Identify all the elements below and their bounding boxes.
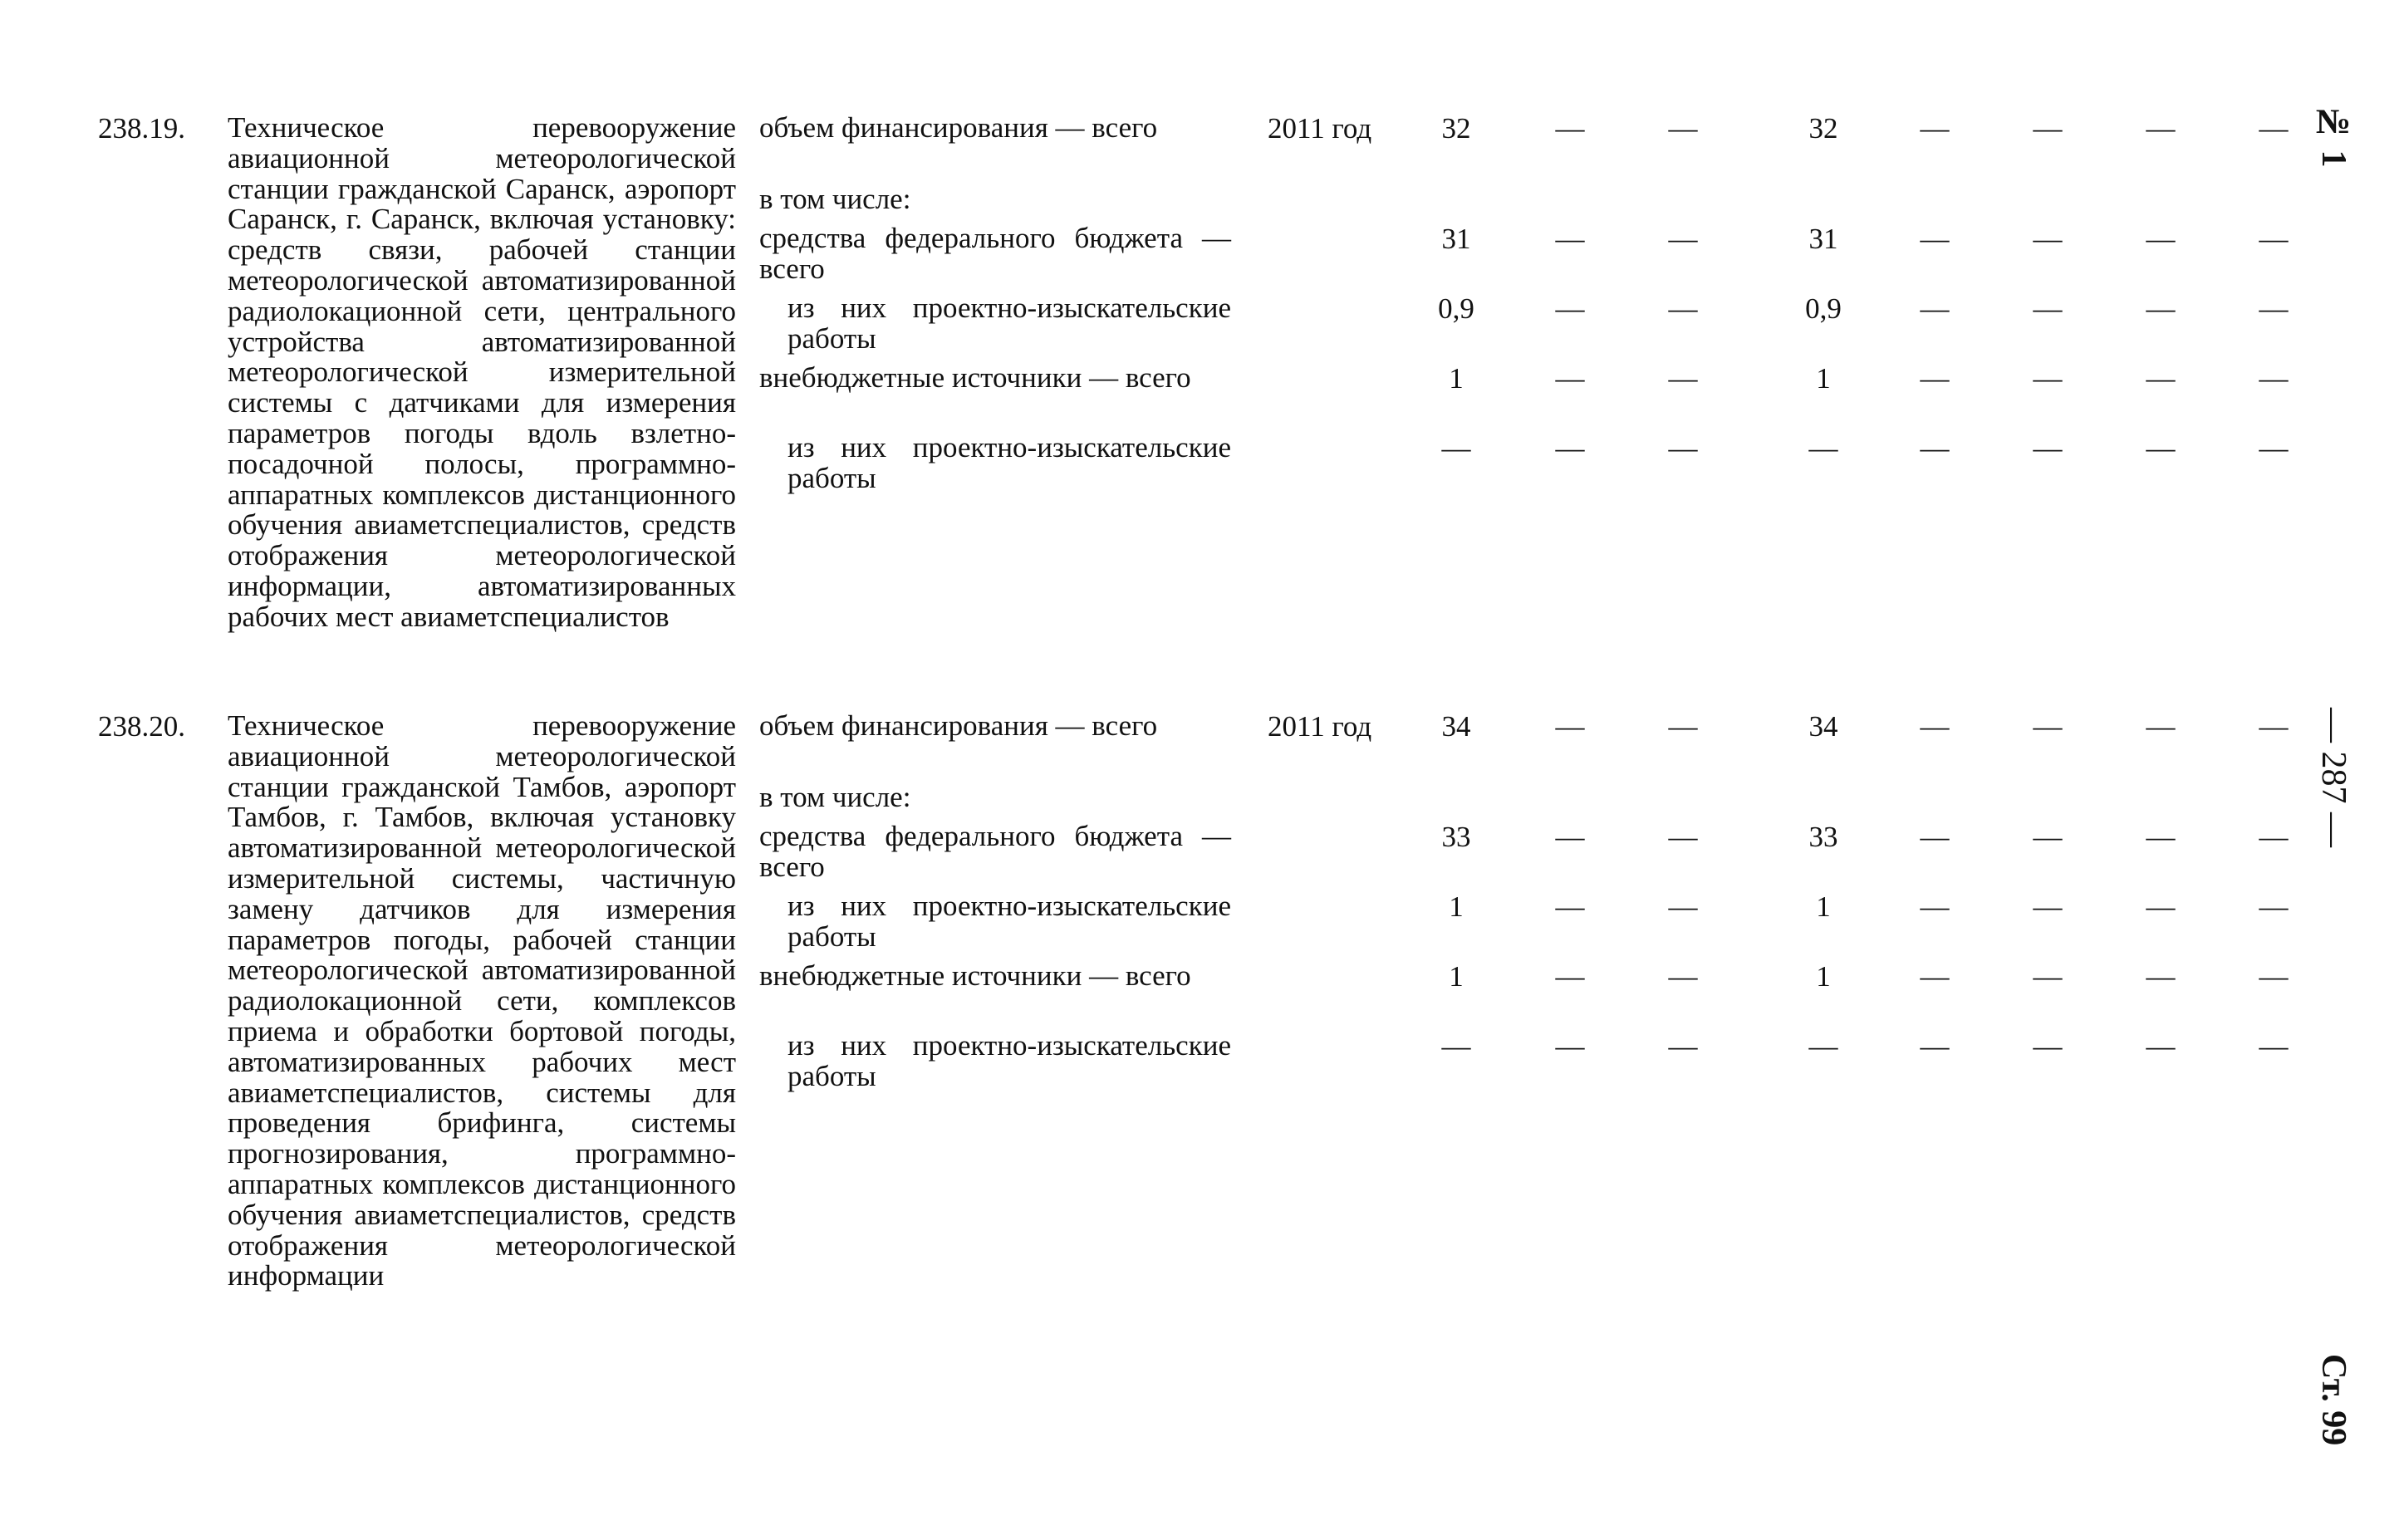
value-cell: — — [2259, 292, 2289, 325]
value-cell: — — [2259, 432, 2289, 464]
value-cell: 32 — [1808, 112, 1838, 145]
value-cell: — — [1668, 112, 1698, 145]
value-cell: — — [1920, 362, 1950, 395]
value-cell: — — [1668, 960, 1698, 993]
page-number: — 287 — — [2314, 708, 2352, 847]
value-cell: — — [2033, 223, 2063, 255]
value-cell: — — [2146, 710, 2176, 743]
value-cell: — — [1555, 432, 1585, 464]
value-cell: — — [1555, 362, 1585, 395]
value-cell: 33 — [1808, 821, 1838, 853]
value-cell: 32 — [1441, 112, 1471, 145]
value-cell: — — [2033, 362, 2063, 395]
value-cell: — — [2259, 223, 2289, 255]
value-cell: — — [1920, 710, 1950, 743]
value-cell: 0,9 — [1805, 292, 1842, 325]
value-cell: 1 — [1816, 890, 1831, 923]
value-cell: — — [1555, 821, 1585, 853]
value-cell: — — [1555, 890, 1585, 923]
entry-number: 238.19. — [98, 112, 185, 145]
funding-row-year: 2011 год — [1268, 710, 1372, 743]
value-cell: — — [1555, 960, 1585, 993]
value-cell: — — [2033, 890, 2063, 923]
entry-description: Техническое перевооружение авиационной метеорологической станции гражданской Саранск, аэропорт Саранск, г. Саранск, включая установку: средств связи, рабочей станции метеорологической автоматизированной радиолокационной сети, центрального устройства автоматизированной метеорологической измерительной системы с датчиками для измерения параметров погоды вдоль взлетно-посадочной полосы, программно-аппаратных комплексов дистанционного обучения авиаметспециалистов, средств отображения метеорологической информации, автоматизированных рабочих мест авиаметспециалистов — [228, 111, 736, 633]
value-cell: 34 — [1808, 710, 1838, 743]
value-cell: — — [2146, 362, 2176, 395]
value-cell: — — [2033, 960, 2063, 993]
value-cell: — — [1920, 821, 1950, 853]
value-cell: — — [1555, 710, 1585, 743]
value-cell: — — [1808, 432, 1838, 464]
issue-number: № 1 — [2314, 103, 2352, 168]
value-cell: — — [2146, 890, 2176, 923]
value-cell: — — [2259, 112, 2289, 145]
value-cell: — — [1668, 821, 1698, 853]
value-cell: — — [2033, 1030, 2063, 1062]
value-cell: — — [1920, 960, 1950, 993]
value-cell: — — [1441, 432, 1471, 464]
value-cell: — — [2146, 960, 2176, 993]
entry-description: Техническое перевооружение авиационной метеорологической станции гражданской Тамбов, аэропорт Тамбов, г. Тамбов, включая установку автоматизированной метеорологической измерительной системы, частичную замену датчиков для измерения параметров погоды, рабочей станции метеорологической автоматизированной радиолокационной сети, комплексов приема и обработки бортовой погоды, автоматизированных рабочих мест авиаметспециалистов, системы для проведения брифинга, системы прогнозирования, программно-аппаратных комплексов дистанционного обучения авиаметспециалистов, средств отображения метеорологической информации — [228, 709, 736, 1292]
value-cell: — — [1668, 1030, 1698, 1062]
funding-row-label: в том числе: — [759, 781, 911, 813]
value-cell: — — [2259, 960, 2289, 993]
funding-row-label: из них проектно-изыскательские работы — [787, 1029, 1231, 1092]
value-cell: — — [1668, 362, 1698, 395]
value-cell: — — [1668, 292, 1698, 325]
value-cell: — — [2259, 890, 2289, 923]
value-cell: 0,9 — [1438, 292, 1474, 325]
value-cell: — — [1441, 1030, 1471, 1062]
funding-row-label: объем финансирования — всего — [759, 111, 1158, 144]
funding-row-label: из них проектно-изыскательские работы — [787, 431, 1231, 494]
value-cell: — — [2033, 292, 2063, 325]
value-cell: — — [2259, 1030, 2289, 1062]
value-cell: 1 — [1816, 362, 1831, 395]
value-cell: — — [1555, 112, 1585, 145]
value-cell: — — [2033, 821, 2063, 853]
value-cell: — — [1668, 432, 1698, 464]
value-cell: — — [1808, 1030, 1838, 1062]
value-cell: — — [1555, 223, 1585, 255]
value-cell: — — [1920, 292, 1950, 325]
value-cell: — — [2259, 710, 2289, 743]
value-cell: 31 — [1441, 223, 1471, 255]
value-cell: — — [2259, 821, 2289, 853]
value-cell: 1 — [1449, 960, 1464, 993]
funding-row-label: объем финансирования — всего — [759, 709, 1158, 742]
funding-row-label: средства федерального бюджета — всего — [759, 820, 1231, 883]
value-cell: — — [2259, 362, 2289, 395]
value-cell: 1 — [1449, 362, 1464, 395]
value-cell: — — [2146, 1030, 2176, 1062]
funding-row-label: из них проектно-изыскательские работы — [787, 890, 1231, 953]
value-cell: 1 — [1449, 890, 1464, 923]
article-number: Ст. 99 — [2314, 1354, 2352, 1446]
value-cell: — — [1920, 1030, 1950, 1062]
funding-row-label: из них проектно-изыскательские работы — [787, 292, 1231, 355]
value-cell: — — [2033, 112, 2063, 145]
value-cell: — — [2146, 112, 2176, 145]
value-cell: — — [1668, 223, 1698, 255]
value-cell: — — [2033, 710, 2063, 743]
value-cell: — — [2033, 432, 2063, 464]
value-cell: 34 — [1441, 710, 1471, 743]
value-cell: — — [2146, 223, 2176, 255]
value-cell: — — [2146, 292, 2176, 325]
value-cell: — — [1555, 292, 1585, 325]
funding-row-label: средства федерального бюджета — всего — [759, 222, 1231, 285]
value-cell: 1 — [1816, 960, 1831, 993]
value-cell: 31 — [1808, 223, 1838, 255]
value-cell: — — [2146, 432, 2176, 464]
value-cell: — — [2146, 821, 2176, 853]
funding-row-year: 2011 год — [1268, 112, 1372, 145]
value-cell: — — [1920, 223, 1950, 255]
value-cell: — — [1555, 1030, 1585, 1062]
value-cell: — — [1920, 432, 1950, 464]
value-cell: — — [1668, 710, 1698, 743]
entry-number: 238.20. — [98, 710, 185, 743]
value-cell: — — [1920, 112, 1950, 145]
value-cell: — — [1920, 890, 1950, 923]
funding-row-label: в том числе: — [759, 183, 911, 215]
value-cell: — — [1668, 890, 1698, 923]
funding-row-label: внебюджетные источники — всего — [759, 959, 1191, 992]
value-cell: 33 — [1441, 821, 1471, 853]
funding-row-label: внебюджетные источники — всего — [759, 361, 1191, 394]
